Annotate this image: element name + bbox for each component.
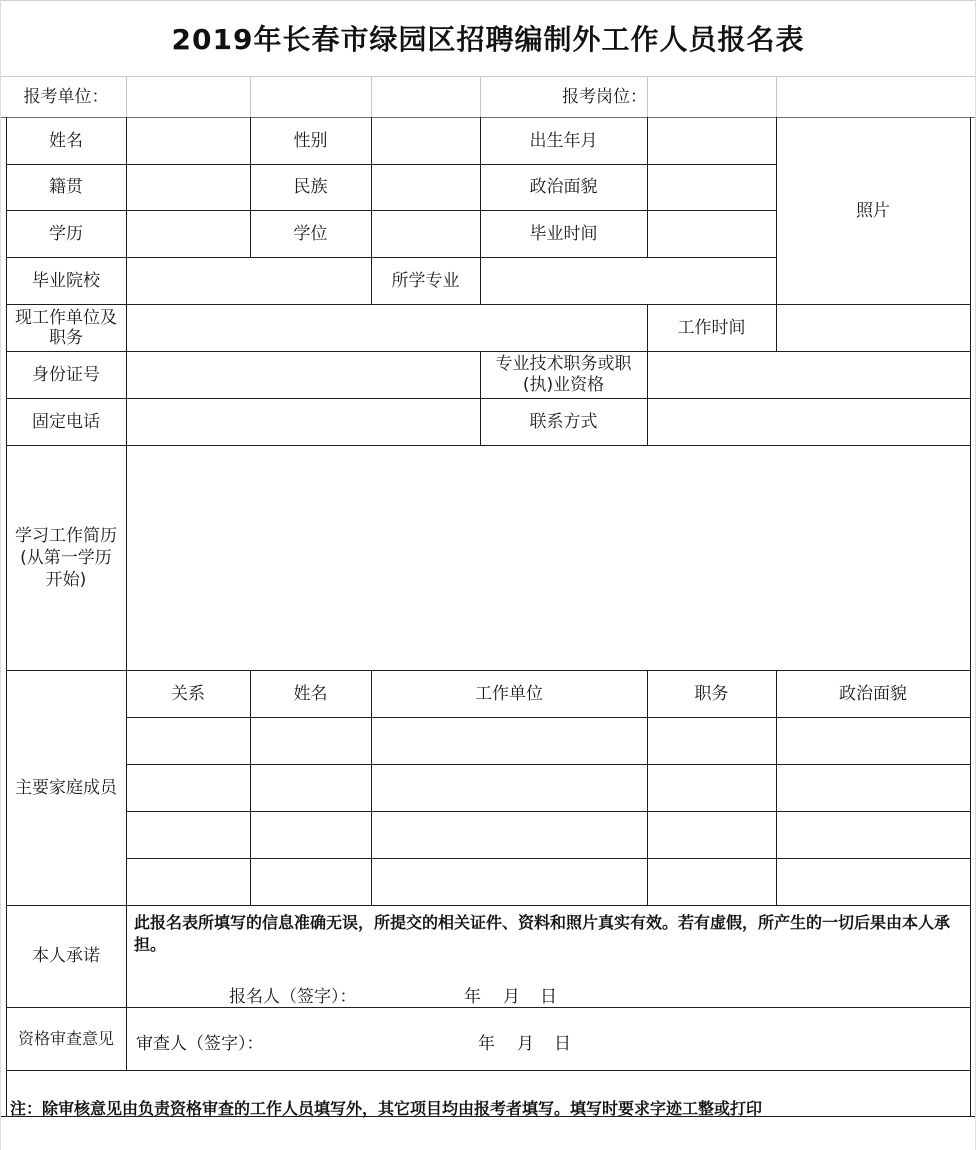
family-col-relation: 关系: [171, 683, 205, 704]
row-line-9: [6, 905, 971, 906]
family-col-position: 职务: [694, 683, 729, 704]
row-line-10: [6, 1007, 971, 1008]
apply-post-field[interactable]: [647, 77, 970, 117]
major-label: 所学专业: [391, 270, 460, 291]
table-row[interactable]: [126, 811, 970, 858]
landline-field[interactable]: [126, 398, 480, 445]
pledge-month: 月: [503, 987, 520, 1007]
landline-label: 固定电话: [32, 411, 100, 432]
resume-label-line3: 开始): [45, 569, 87, 590]
current-job-label: 现工作单位及职务: [15, 307, 117, 348]
id-number-field[interactable]: [126, 351, 480, 398]
education-field[interactable]: [126, 210, 250, 257]
major-field[interactable]: [480, 257, 776, 304]
work-time-label: 工作时间: [677, 317, 746, 338]
school-field[interactable]: [126, 257, 371, 304]
ethnicity-label: 民族: [293, 177, 328, 197]
name-label: 姓名: [49, 130, 83, 151]
contact-field[interactable]: [647, 398, 970, 445]
resume-label-line1: 学习工作简历: [15, 525, 117, 546]
id-number-label: 身份证号: [32, 364, 100, 385]
qualification-label-line1: 专业技术职务或职: [495, 353, 632, 374]
apply-unit-label: 报考单位：: [23, 87, 109, 107]
table-row[interactable]: [126, 858, 970, 905]
photo-box[interactable]: 照片: [856, 200, 890, 221]
review-signer-label: 审查人（签字）：: [136, 1034, 264, 1054]
native-place-label: 籍贯: [49, 177, 83, 197]
political-status-field[interactable]: [647, 164, 776, 210]
resume-label: [6, 445, 126, 670]
review-label: 资格审查意见: [17, 1028, 114, 1048]
form-title: 2019年长春市绿园区招聘编制外工作人员报名表: [171, 23, 805, 56]
apply-unit-field[interactable]: [126, 77, 480, 117]
table-row[interactable]: [126, 717, 970, 764]
apply-post-label: 报考岗位：: [562, 87, 647, 107]
gender-field[interactable]: [371, 117, 480, 164]
qualification-label: [480, 351, 647, 398]
review-month: 月: [517, 1034, 534, 1054]
page-left-edge: [0, 0, 1, 1150]
school-label: 毕业院校: [32, 270, 100, 291]
birth-label: 出生年月: [529, 130, 598, 151]
graduation-time-label: 毕业时间: [529, 223, 598, 244]
pledge-year: 年: [464, 987, 481, 1007]
family-label: 主要家庭成员: [15, 777, 117, 798]
family-col-name: 姓名: [293, 683, 328, 704]
pledge-signer-label: 报名人（签字）：: [229, 987, 357, 1007]
name-field[interactable]: [126, 117, 250, 164]
family-col-workplace: 工作单位: [475, 683, 543, 704]
qualification-field[interactable]: [647, 351, 970, 398]
pledge-day: 日: [540, 987, 557, 1007]
resume-label-line2: (从第一学历: [20, 547, 112, 568]
current-job-field[interactable]: [126, 304, 647, 351]
degree-field[interactable]: [371, 210, 480, 257]
row-line-11: [6, 1070, 971, 1071]
pledge-text: 此报名表所填写的信息准确无误，所提交的相关证件、资料和照片真实有效。若有虚假，所产生的一切后果由本人承担。: [134, 913, 951, 954]
work-time-field[interactable]: [776, 304, 970, 351]
native-place-field[interactable]: [126, 164, 250, 210]
gender-label: 性别: [293, 130, 328, 151]
footer-note: 注：除审核意见由负责资格审查的工作人员填写外，其它项目均由报考者填写。填写时要求字迹工整或打印: [10, 1099, 763, 1118]
resume-field[interactable]: [126, 445, 970, 670]
degree-label: 学位: [293, 223, 328, 244]
pledge-label: 本人承诺: [32, 946, 100, 966]
graduation-time-field[interactable]: [647, 210, 776, 257]
education-label: 学历: [49, 223, 83, 244]
contact-label: 联系方式: [529, 411, 598, 432]
qualification-label-line2: (执)业资格: [522, 374, 605, 395]
frame-right: [970, 117, 971, 1117]
table-row[interactable]: [126, 764, 970, 811]
birth-field[interactable]: [647, 117, 776, 164]
family-rows: [126, 717, 970, 905]
family-col-political: 政治面貌: [839, 683, 907, 704]
review-year: 年: [478, 1034, 495, 1054]
political-status-label: 政治面貌: [529, 177, 598, 197]
review-day: 日: [554, 1034, 571, 1054]
ethnicity-field[interactable]: [371, 164, 480, 210]
